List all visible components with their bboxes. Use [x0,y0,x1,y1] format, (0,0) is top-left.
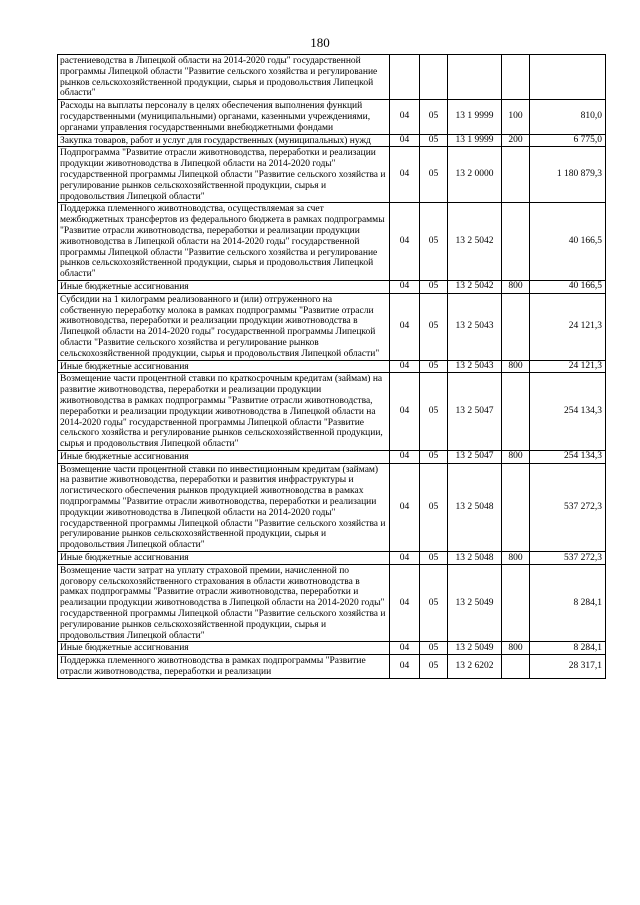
row-description: Возмещение части затрат на уплату страховой премии, начисленной по договору сельскохозяйственного страхования в области животноводства в рамках подпрограммы "Развитие отрасли животноводства, переработки и реализации продукции животноводства в Липецкой области на 2014-2020 годы" государственной программы Липецкой области "Развитие сельского хозяйства и регулирование рынков сельскохозяйственной продукции, сырья и продовольствия Липецкой области" [58,564,390,642]
row-description: Возмещение части процентной ставки по инвестиционным кредитам (займам) на развитие животноводства, переработки и развития инфраструктуры и логистического обеспечения рынков продукцией животноводства в рамках подпрограммы "Развитие отрасли животноводства, переработки и реализации продукции животноводства в Липецкой области на 2014-2020 годы" государственной программы Липецкой области "Развитие сельского хозяйства и регулирование рынков сельскохозяйственной продукции, сырья и продовольствия Липецкой области" [58,463,390,551]
row-subsection-code: 05 [420,203,448,281]
row-amount: 254 134,3 [530,450,606,463]
row-section-code: 04 [390,463,420,551]
row-section-code: 04 [390,642,420,655]
row-subsection-code: 05 [420,642,448,655]
table-row [58,642,606,655]
row-section-code: 04 [390,552,420,565]
row-subsection-code: 05 [420,552,448,565]
row-subsection-code [420,55,448,100]
row-subsection-code: 05 [420,100,448,134]
row-expense-type-code: 800 [502,360,530,373]
row-target-article-code: 13 2 5043 [448,293,502,360]
row-subsection-code: 05 [420,564,448,642]
row-description: Иные бюджетные ассигнования [58,642,390,655]
budget-table-body [58,55,606,679]
row-description: Поддержка племенного животноводства в рамках подпрограммы "Развитие отрасли животноводства, переработки и реализации [58,655,390,679]
row-section-code: 04 [390,134,420,147]
table-row [58,280,606,293]
row-section-code [390,55,420,100]
table-row [58,360,606,373]
row-amount: 1 180 879,3 [530,147,606,203]
row-amount: 6 775,0 [530,134,606,147]
table-row [58,100,606,134]
row-expense-type-code [502,293,530,360]
row-expense-type-code: 200 [502,134,530,147]
row-amount [530,55,606,100]
row-target-article-code: 13 1 9999 [448,134,502,147]
row-target-article-code: 13 2 5047 [448,450,502,463]
table-row [58,552,606,565]
row-amount: 40 166,5 [530,280,606,293]
row-description: Субсидии на 1 килограмм реализованного и (или) отгруженного на собственную переработку молока в рамках подпрограммы "Развитие отрасли животноводства, переработки и реализации продукции животноводства в Липецкой области на 2014-2020 годы" государственной программы Липецкой области "Развитие сельского хозяйства и регулирование рынков сельскохозяйственной продукции, сырья и продовольствия Липецкой области" [58,293,390,360]
row-expense-type-code [502,203,530,281]
row-subsection-code: 05 [420,360,448,373]
row-expense-type-code [502,564,530,642]
row-amount: 24 121,3 [530,360,606,373]
row-amount: 24 121,3 [530,293,606,360]
row-target-article-code: 13 2 5049 [448,564,502,642]
row-target-article-code: 13 2 5047 [448,373,502,451]
row-amount: 254 134,3 [530,373,606,451]
row-expense-type-code: 100 [502,100,530,134]
row-expense-type-code [502,55,530,100]
row-target-article-code: 13 2 6202 [448,655,502,679]
row-expense-type-code [502,655,530,679]
row-subsection-code: 05 [420,373,448,451]
row-subsection-code: 05 [420,147,448,203]
table-row [58,450,606,463]
page-number: 180 [310,35,330,50]
row-amount: 40 166,5 [530,203,606,281]
row-section-code: 04 [390,293,420,360]
row-amount: 810,0 [530,100,606,134]
row-description: Подпрограмма "Развитие отрасли животноводства, переработки и реализации продукции животноводства в Липецкой области на 2014-2020 годы" государственной программы Липецкой области "Развитие сельского хозяйства и регулирование рынков сельскохозяйственной продукции, сырья и продовольствия Липецкой области" [58,147,390,203]
row-description: Возмещение части процентной ставки по краткосрочным кредитам (займам) на развитие животноводства, переработки и реализации продукции животноводства в рамках подпрограммы "Развитие отрасли животноводства, переработки и реализации продукции животноводства в Липецкой области на 2014-2020 годы" государственной программы Липецкой области "Развитие сельского хозяйства и регулирование рынков сельскохозяйственной продукции, сырья и продовольствия Липецкой области" [58,373,390,451]
row-subsection-code: 05 [420,293,448,360]
row-description: растениеводства в Липецкой области на 2014-2020 годы" государственной программы Липецкой области "Развитие сельского хозяйства и регулирование рынков сельскохозяйственной продукции, сырья и продовольствия Липецкой области" [58,55,390,100]
row-section-code: 04 [390,655,420,679]
row-section-code: 04 [390,280,420,293]
row-section-code: 04 [390,203,420,281]
row-target-article-code: 13 2 5048 [448,463,502,551]
row-section-code: 04 [390,147,420,203]
table-row [58,564,606,642]
row-subsection-code: 05 [420,280,448,293]
row-target-article-code: 13 2 5042 [448,280,502,293]
row-section-code: 04 [390,450,420,463]
budget-table [57,54,606,679]
row-expense-type-code [502,463,530,551]
row-amount: 537 272,3 [530,463,606,551]
row-section-code: 04 [390,373,420,451]
row-expense-type-code: 800 [502,552,530,565]
row-amount: 537 272,3 [530,552,606,565]
row-description: Иные бюджетные ассигнования [58,450,390,463]
row-expense-type-code [502,373,530,451]
row-description: Закупка товаров, работ и услуг для государственных (муниципальных) нужд [58,134,390,147]
row-description: Поддержка племенного животноводства, осуществляемая за счет межбюджетных трансфертов из федерального бюджета в рамках подпрограммы "Развитие отрасли животноводства, переработки и реализации продукции животноводства в Липецкой области на 2014-2020 годы" государственной программы Липецкой области "Развитие сельского хозяйства и регулирование рынков сельскохозяйственной продукции, сырья и продовольствия Липецкой области" [58,203,390,281]
row-description: Иные бюджетные ассигнования [58,280,390,293]
table-row [58,655,606,679]
row-section-code: 04 [390,100,420,134]
row-subsection-code: 05 [420,450,448,463]
row-description: Иные бюджетные ассигнования [58,360,390,373]
row-expense-type-code: 800 [502,450,530,463]
row-target-article-code: 13 2 5042 [448,203,502,281]
row-description: Расходы на выплаты персоналу в целях обеспечения выполнения функций государственными (муниципальными) органами, казенными учреждениями, органами управления государственными внебюджетными фондами [58,100,390,134]
row-amount: 28 317,1 [530,655,606,679]
row-target-article-code: 13 2 5043 [448,360,502,373]
row-target-article-code: 13 2 0000 [448,147,502,203]
row-target-article-code: 13 1 9999 [448,100,502,134]
row-subsection-code: 05 [420,463,448,551]
row-expense-type-code [502,147,530,203]
table-row [58,293,606,360]
row-expense-type-code: 800 [502,642,530,655]
row-subsection-code: 05 [420,134,448,147]
row-subsection-code: 05 [420,655,448,679]
table-row [58,373,606,451]
row-amount: 8 284,1 [530,642,606,655]
table-row [58,55,606,100]
table-row [58,147,606,203]
table-row [58,134,606,147]
row-description: Иные бюджетные ассигнования [58,552,390,565]
table-row [58,463,606,551]
row-target-article-code [448,55,502,100]
row-target-article-code: 13 2 5048 [448,552,502,565]
row-section-code: 04 [390,360,420,373]
row-target-article-code: 13 2 5049 [448,642,502,655]
table-row [58,203,606,281]
row-expense-type-code: 800 [502,280,530,293]
row-amount: 8 284,1 [530,564,606,642]
row-section-code: 04 [390,564,420,642]
